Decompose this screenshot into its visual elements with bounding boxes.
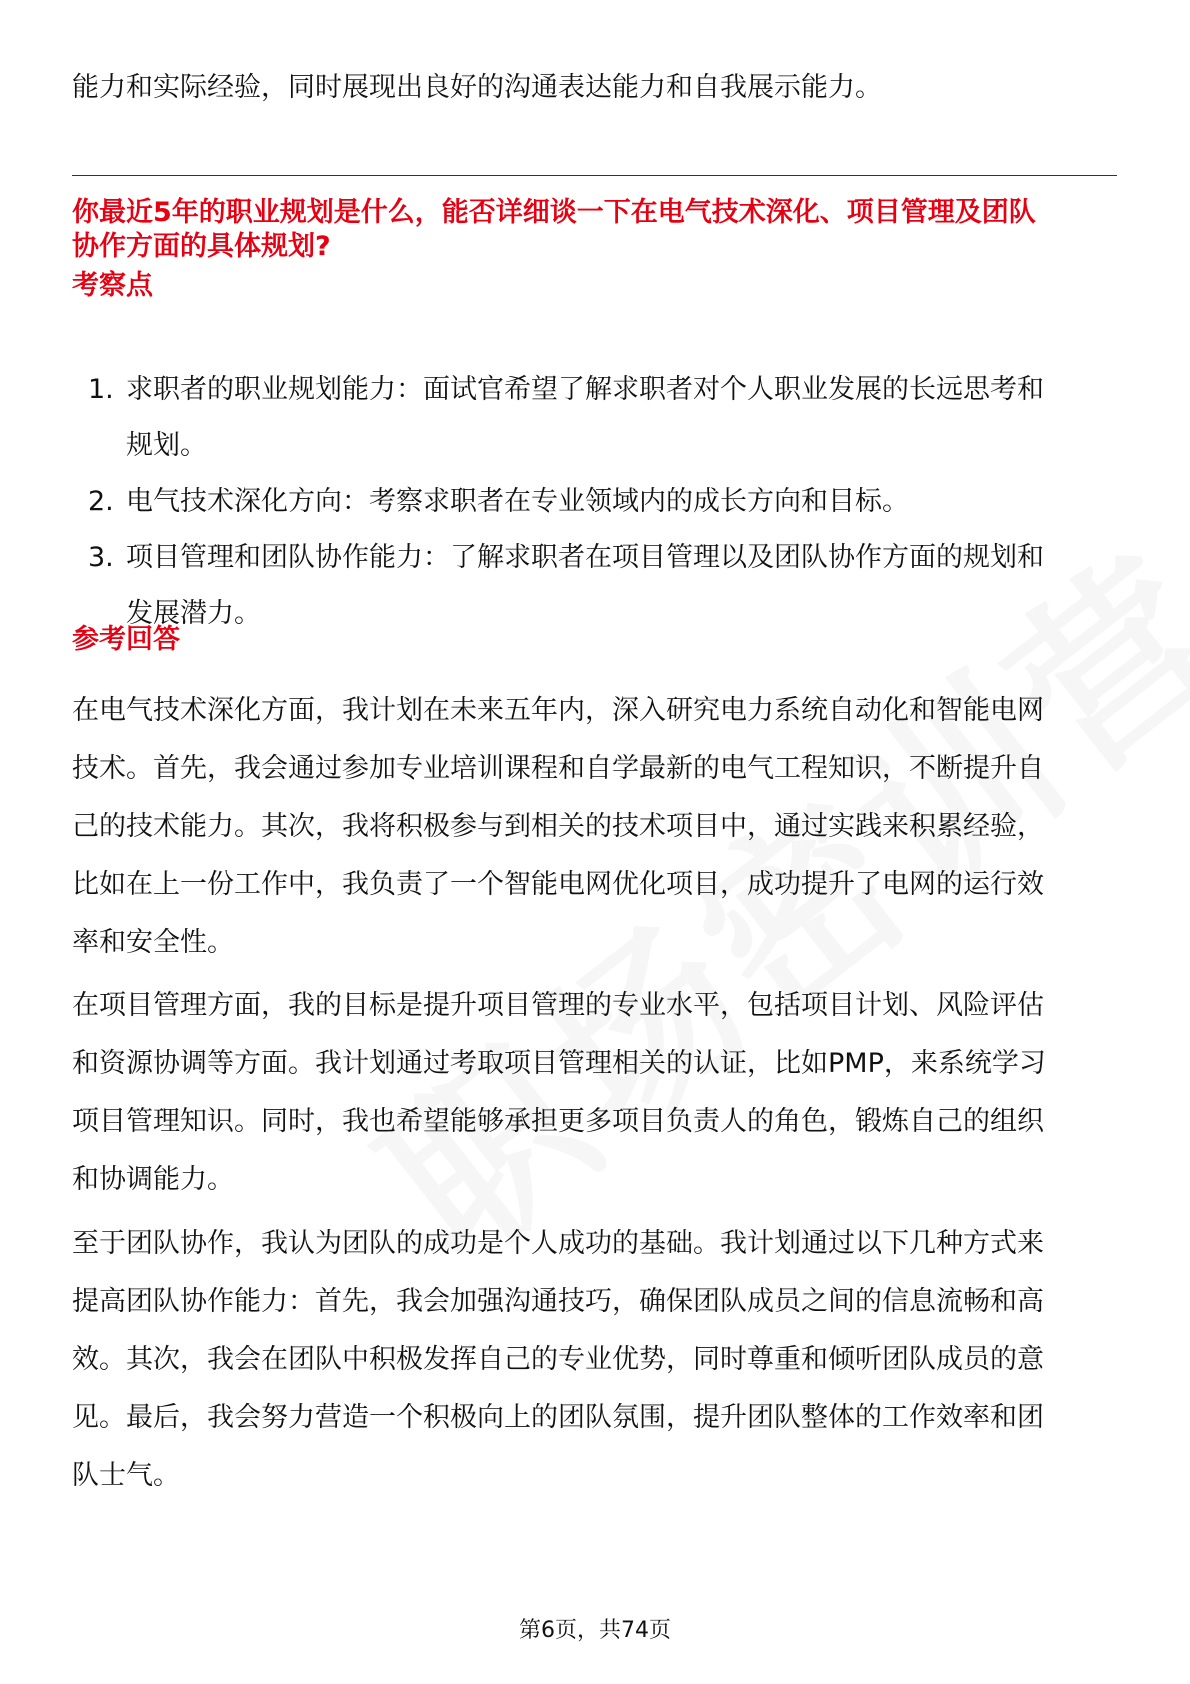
list-item-text: 电气技术深化方向：考察求职者在专业领域内的成长方向和目标。: [126, 486, 909, 517]
answer-heading: 参考回答: [72, 624, 180, 655]
paragraph-line: 效。其次，我会在团队中积极发挥自己的专业优势，同时尊重和倾听团队成员的意: [72, 1344, 1044, 1375]
answer-paragraph: [72, 1215, 1122, 1505]
paragraph-line: 和资源协调等方面。我计划通过考取项目管理相关的认证，比如PMP，来系统学习: [72, 1048, 1046, 1079]
paragraph-line: 队士气。: [72, 1460, 180, 1491]
points-heading: 考察点: [72, 270, 153, 301]
question-line: 你最近5年的职业规划是什么，能否详细谈一下在电气技术深化、项目管理及团队: [72, 197, 1036, 228]
paragraph-line: 技术。首先，我会通过参加专业培训课程和自学最新的电气工程知识，不断提升自: [72, 753, 1044, 784]
paragraph-line: 见。最后，我会努力营造一个积极向上的团队氛围，提升团队整体的工作效率和团: [72, 1402, 1044, 1433]
question-heading: [72, 196, 1122, 264]
paragraph-line: 在电气技术深化方面，我计划在未来五年内，深入研究电力系统自动化和智能电网: [72, 695, 1044, 726]
paragraph-line: 和协调能力。: [72, 1164, 234, 1195]
list-item-text: 求职者的职业规划能力：面试官希望了解求职者对个人职业发展的长远思考和: [126, 374, 1044, 405]
list-item-text: 发展潜力。: [126, 598, 261, 629]
list-number: 3.: [88, 542, 114, 573]
list-item: [72, 362, 1122, 474]
paragraph-line: 至于团队协作，我认为团队的成功是个人成功的基础。我计划通过以下几种方式来: [72, 1228, 1044, 1259]
page-number: 第6页，共74页: [519, 1618, 671, 1643]
list-number: 2.: [88, 486, 114, 517]
list-item-text: 项目管理和团队协作能力：了解求职者在项目管理以及团队协作方面的规划和: [126, 542, 1044, 573]
paragraph-line: 在项目管理方面，我的目标是提升项目管理的专业水平，包括项目计划、风险评估: [72, 990, 1044, 1021]
answer-paragraph: [72, 977, 1122, 1209]
list-item-text: 规划。: [126, 430, 207, 461]
points-list: [72, 362, 1122, 642]
list-item: [72, 474, 1122, 530]
paragraph-line: 率和安全性。: [72, 927, 234, 958]
paragraph-line: 己的技术能力。其次，我将积极参与到相关的技术项目中，通过实践来积累经验，: [72, 811, 1044, 842]
answer-paragraph: [72, 682, 1122, 972]
list-item: [72, 530, 1122, 642]
paragraph-line: 项目管理知识。同时，我也希望能够承担更多项目负责人的角色，锻炼自己的组织: [72, 1106, 1044, 1137]
continued-text: 能力和实际经验，同时展现出良好的沟通表达能力和自我展示能力。: [72, 72, 882, 103]
question-line: 协作方面的具体规划?: [72, 231, 331, 262]
paragraph-line: 比如在上一份工作中，我负责了一个智能电网优化项目，成功提升了电网的运行效: [72, 869, 1044, 900]
paragraph-line: 提高团队协作能力：首先，我会加强沟通技巧，确保团队成员之间的信息流畅和高: [72, 1286, 1044, 1317]
list-number: 1.: [88, 374, 114, 405]
section-divider: [72, 175, 1117, 176]
